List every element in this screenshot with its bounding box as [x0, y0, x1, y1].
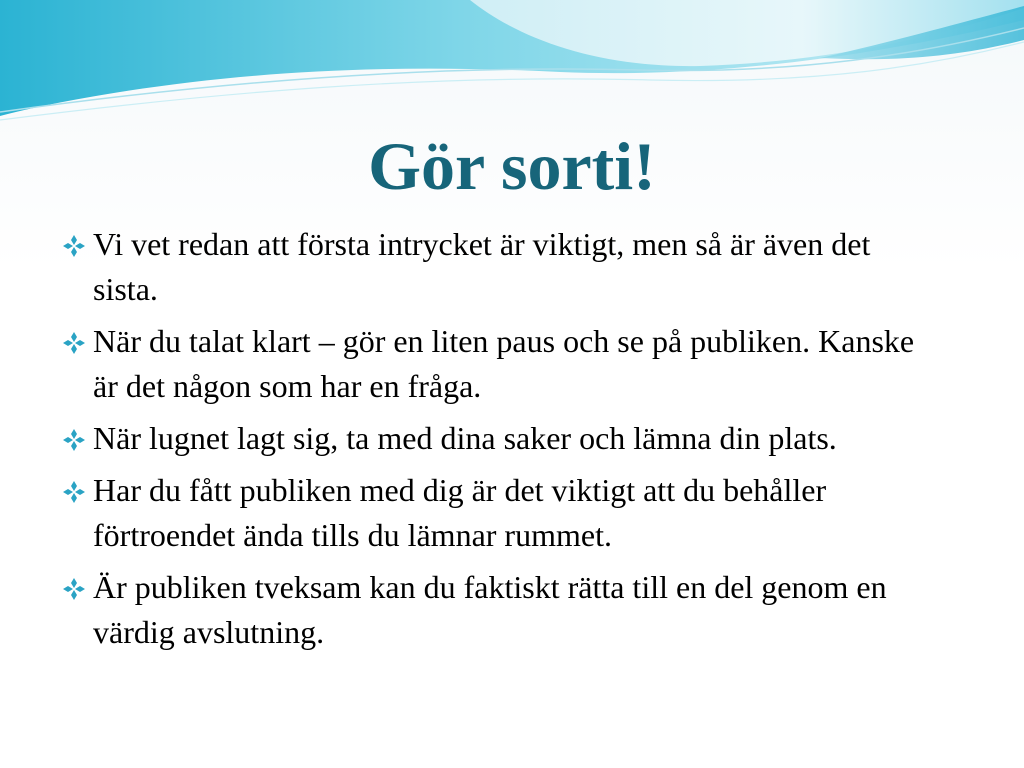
bullet-item	[60, 319, 940, 409]
header-wave-decoration	[0, 0, 1024, 130]
bullet-item	[60, 222, 940, 312]
slide-title: Gör sorti!	[368, 128, 656, 204]
bullet-item	[60, 416, 940, 461]
bullet-text: Har du fått publiken med dig är det viktigt att du behåller förtroendet ända tills du lämnar rummet.	[93, 472, 827, 553]
bullet-text: När lugnet lagt sig, ta med dina saker och lämna din plats.	[93, 420, 837, 456]
diamond-bullet-icon	[62, 428, 86, 452]
bullet-text: Är publiken tveksam kan du faktiskt rätta till en del genom en värdig avslutning.	[93, 569, 887, 650]
bullet-text: När du talat klart – gör en liten paus och se på publiken. Kanske är det någon som har en fråga.	[93, 323, 915, 404]
bullet-text: Vi vet redan att första intrycket är viktigt, men så är även det sista.	[93, 226, 871, 307]
bullet-item	[60, 468, 940, 558]
diamond-bullet-icon	[62, 480, 86, 504]
bullet-list	[60, 222, 940, 662]
diamond-bullet-icon	[62, 577, 86, 601]
bullet-item	[60, 565, 940, 655]
diamond-bullet-icon	[62, 331, 86, 355]
diamond-bullet-icon	[62, 234, 86, 258]
